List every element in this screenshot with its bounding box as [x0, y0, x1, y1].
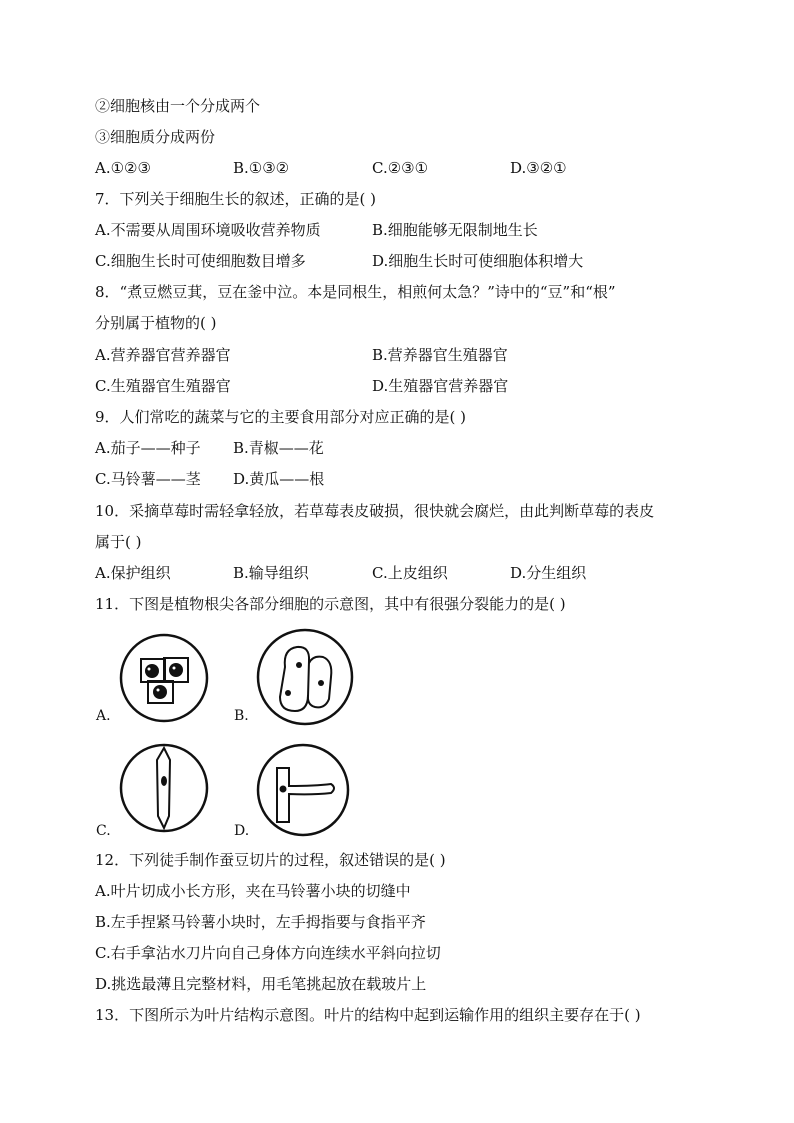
statement-3: ③细胞质分成两份	[95, 128, 216, 146]
question-10-line1: 10．采摘草莓时需轻拿轻放，若草莓表皮破损，很快就会腐烂，由此判断草莓的表皮	[95, 502, 655, 520]
figure-c-label: C.	[96, 823, 111, 839]
question-13: 13．下图所示为叶片结构示意图。叶片的结构中起到运输作用的组织主要存在于( )	[95, 1006, 641, 1024]
question-10-line2: 属于( )	[95, 533, 142, 551]
q6-option-d: D.③②①	[510, 159, 567, 177]
cell-figure-c	[118, 742, 210, 834]
q10-option-c: C.上皮组织	[372, 564, 448, 582]
q12-option-b: B.左手捏紧马铃薯小块时，左手拇指要与食指平齐	[95, 913, 426, 931]
q6-option-b: B.①③②	[233, 159, 290, 177]
q6-option-a: A.①②③	[95, 159, 151, 177]
q9-option-d: D.黄瓜——根	[233, 470, 325, 488]
q10-option-a: A.保护组织	[95, 564, 171, 582]
question-9: 9．人们常吃的蔬菜与它的主要食用部分对应正确的是( )	[95, 408, 467, 426]
question-11: 11．下图是植物根尖各部分细胞的示意图，其中有很强分裂能力的是( )	[95, 595, 566, 613]
q9-option-b: B.青椒——花	[233, 439, 324, 457]
q7-option-d: D.细胞生长时可使细胞体积增大	[372, 252, 584, 270]
figure-d-label: D.	[234, 823, 250, 839]
question-12: 12．下列徒手制作蚕豆切片的过程，叙述错误的是( )	[95, 851, 446, 869]
q6-option-c: C.②③①	[372, 159, 429, 177]
cell-figure-b	[255, 627, 355, 727]
q12-option-c: C.右手拿沾水刀片向自己身体方向连续水平斜向拉切	[95, 944, 441, 962]
q9-option-a: A.茄子——种子	[95, 439, 201, 457]
q8-option-c: C.生殖器官生殖器官	[95, 377, 231, 395]
q12-option-d: D.挑选最薄且完整材料，用毛笔挑起放在载玻片上	[95, 975, 427, 993]
q10-option-d: D.分生组织	[510, 564, 587, 582]
question-8-line1: 8．“煮豆燃豆萁，豆在釜中泣。本是同根生，相煎何太急？”诗中的“豆”和“根”	[95, 283, 616, 301]
cell-figure-d	[255, 742, 351, 838]
figure-b-label: B.	[234, 708, 249, 724]
question-8-line2: 分别属于植物的( )	[95, 314, 217, 332]
question-7: 7．下列关于细胞生长的叙述，正确的是( )	[95, 190, 377, 208]
q9-option-c: C.马铃薯——茎	[95, 470, 201, 488]
q7-option-a: A.不需要从周围环境吸收营养物质	[95, 221, 321, 239]
q7-option-b: B.细胞能够无限制地生长	[372, 221, 538, 239]
cell-figure-a	[118, 632, 210, 724]
q7-option-c: C.细胞生长时可使细胞数目增多	[95, 252, 306, 270]
statement-2: ②细胞核由一个分成两个	[95, 97, 261, 115]
q12-option-a: A.叶片切成小长方形，夹在马铃薯小块的切缝中	[95, 882, 411, 900]
q10-option-b: B.输导组织	[233, 564, 309, 582]
q8-option-a: A.营养器官营养器官	[95, 346, 231, 364]
figure-a-label: A.	[96, 708, 111, 724]
q8-option-d: D.生殖器官营养器官	[372, 377, 509, 395]
q8-option-b: B.营养器官生殖器官	[372, 346, 508, 364]
